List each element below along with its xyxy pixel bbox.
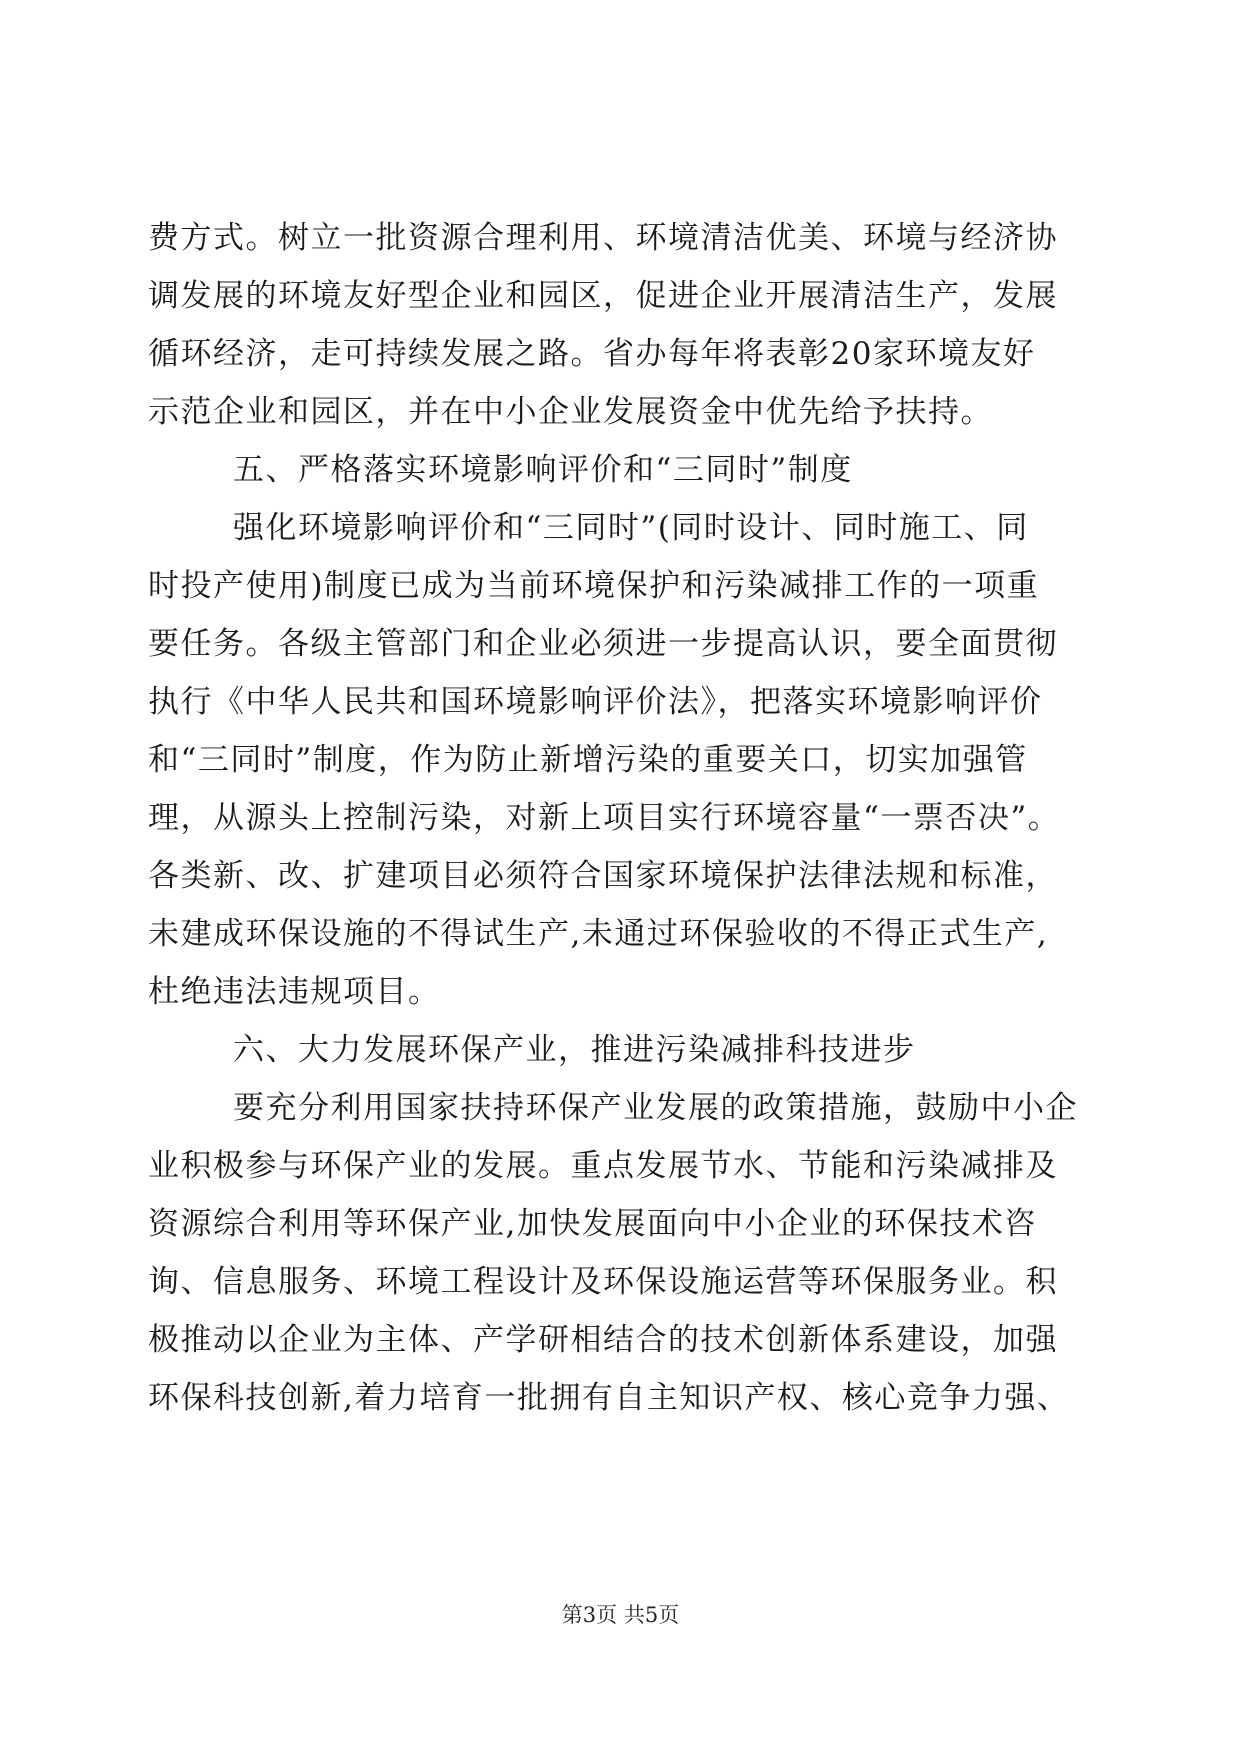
body-line-9: 执行《中华人民共和国环境影响评价法》，把落实环境影响评价 — [148, 684, 1043, 720]
body-line-4: 示范企业和园区，并在中小企业发展资金中优先给予扶持。 — [148, 394, 993, 430]
body-line-7: 时投产使用)制度已成为当前环境保护和污染减排工作的一项重 — [148, 568, 1040, 604]
body-line-12: 各类新、改、扩建项目必须符合国家环境保护法律法规和标准， — [148, 858, 1058, 894]
body-line-3: 循环经济，走可持续发展之路。省办每年将表彰20家环境友好 — [148, 336, 1036, 372]
body-line-14: 杜绝违法违规项目。 — [148, 974, 441, 1010]
body-line-1: 费方式。树立一批资源合理利用、环境清洁优美、环境与经济协 — [148, 220, 1058, 256]
body-line-21: 环保科技创新,着力培育一批拥有自主知识产权、核心竞争力强、 — [148, 1380, 1070, 1416]
body-line-6: 强化环境影响评价和“三同时”(同时设计、同时施工、同 — [233, 510, 1029, 546]
body-line-10: 和“三同时”制度，作为防止新增污染的重要关口，切实加强管 — [148, 742, 1028, 778]
body-line-13: 未建成环保设施的不得试生产,未通过环保验收的不得正式生产, — [148, 916, 1049, 952]
body-line-18: 资源综合利用等环保产业,加快发展面向中小企业的环保技术咨 — [148, 1206, 1037, 1242]
body-line-11: 理，从源头上控制污染，对新上项目实行环境容量“一票否决”。 — [148, 800, 1061, 836]
section-heading-5: 五、严格落实环境影响评价和“三同时”制度 — [233, 452, 853, 488]
body-line-20: 极推动以企业为主体、产学研相结合的技术创新体系建设，加强 — [148, 1322, 1058, 1358]
body-line-8: 要任务。各级主管部门和企业必须进一步提高认识，要全面贯彻 — [148, 626, 1058, 662]
body-line-19: 询、信息服务、环境工程设计及环保设施运营等环保服务业。积 — [148, 1264, 1058, 1300]
page-footer: 第3页 共5页 — [561, 1603, 680, 1627]
body-line-17: 业积极参与环保产业的发展。重点发展节水、节能和污染减排及 — [148, 1148, 1058, 1184]
body-line-16: 要充分利用国家扶持环保产业发展的政策措施，鼓励中小企 — [233, 1090, 1078, 1126]
body-line-2: 调发展的环境友好型企业和园区，促进企业开展清洁生产，发展 — [148, 278, 1058, 314]
section-heading-6: 六、大力发展环保产业，推进污染减排科技进步 — [233, 1032, 916, 1068]
